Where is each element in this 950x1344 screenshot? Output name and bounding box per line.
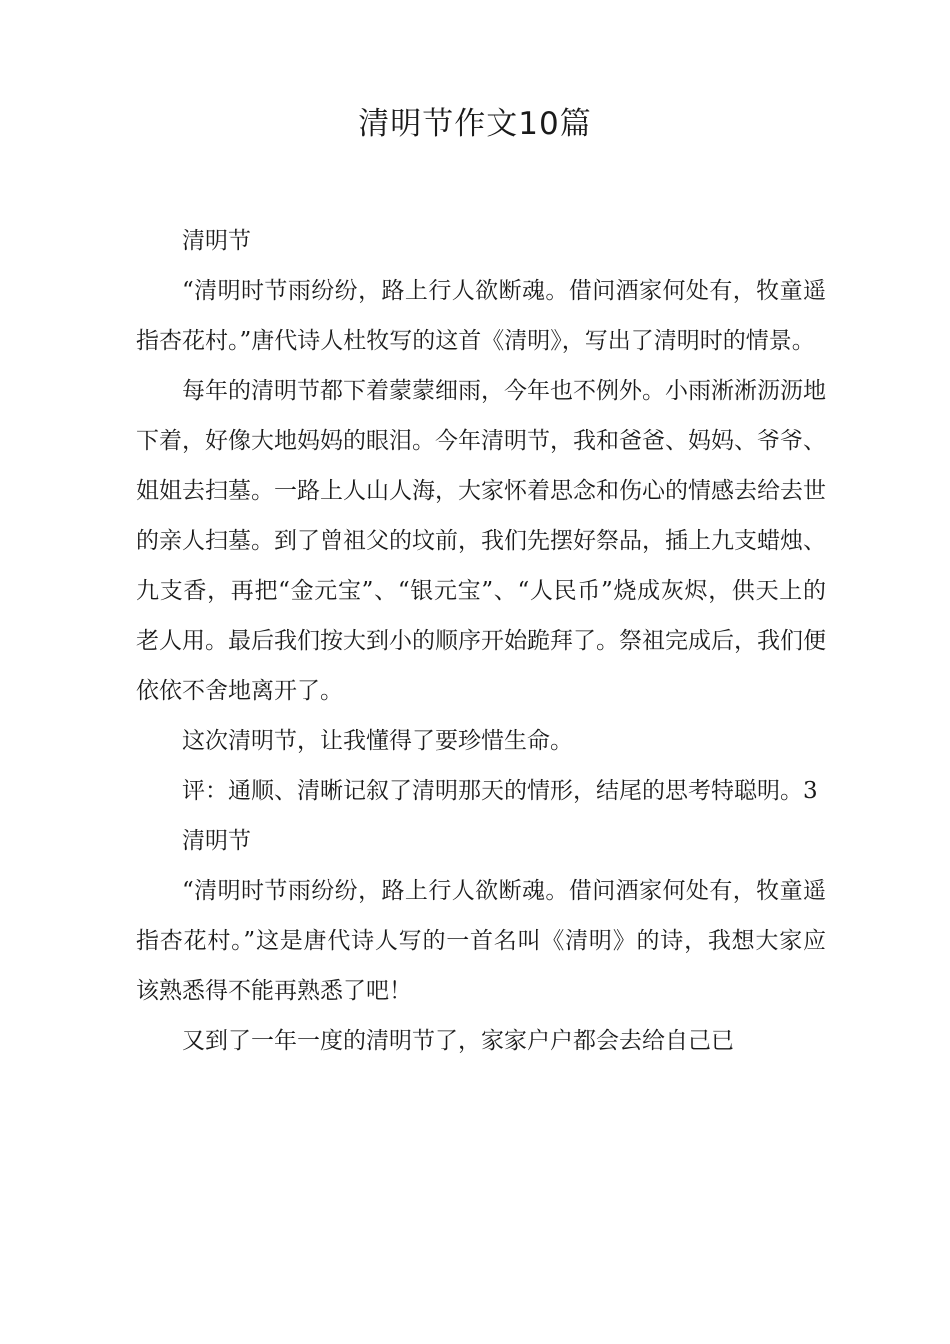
document-title: 清明节作文10篇 xyxy=(358,106,592,142)
paragraph: 这次清明节，让我懂得了要珍惜生命。 xyxy=(182,728,573,754)
paragraph: 每年的清明节都下着蒙蒙细雨，今年也不例外。小雨淅淅沥沥地下着，好像大地妈妈的眼泪。今年清明节，我和爸爸、妈妈、爷爷、姐姐去扫墓。一路上人山人海，大家怀着思念和伤心的情感去给去世的亲人扫墓。到了曾祖父的坟前，我们先摆好祭品，插上九支蜡烛、九支香，再把“金元宝”、“银元宝”、“人民币”烧成灰烬，供天上的老人用。最后我们按大到小的顺序开始跪拜了。祭祖完成后，我们便依依不舍地离开了。 xyxy=(136,378,826,704)
section-heading: 清明节 xyxy=(182,228,251,254)
paragraph: 又到了一年一度的清明节了，家家户户都会去给自己已 xyxy=(182,1028,734,1054)
section-heading: 清明节 xyxy=(182,828,251,854)
paragraph: “清明时节雨纷纷，路上行人欲断魂。借问酒家何处有，牧童遥指杏花村。”唐代诗人杜牧写的这首《清明》，写出了清明时的情景。 xyxy=(136,278,826,354)
paragraph: “清明时节雨纷纷，路上行人欲断魂。借问酒家何处有，牧童遥指杏花村。”这是唐代诗人写的一首名叫《清明》的诗，我想大家应该熟悉得不能再熟悉了吧！ xyxy=(136,878,826,1004)
document-body xyxy=(136,216,826,1066)
comment-paragraph: 评：通顺、清晰记叙了清明那天的情形，结尾的思考特聪明。3 xyxy=(182,778,818,804)
